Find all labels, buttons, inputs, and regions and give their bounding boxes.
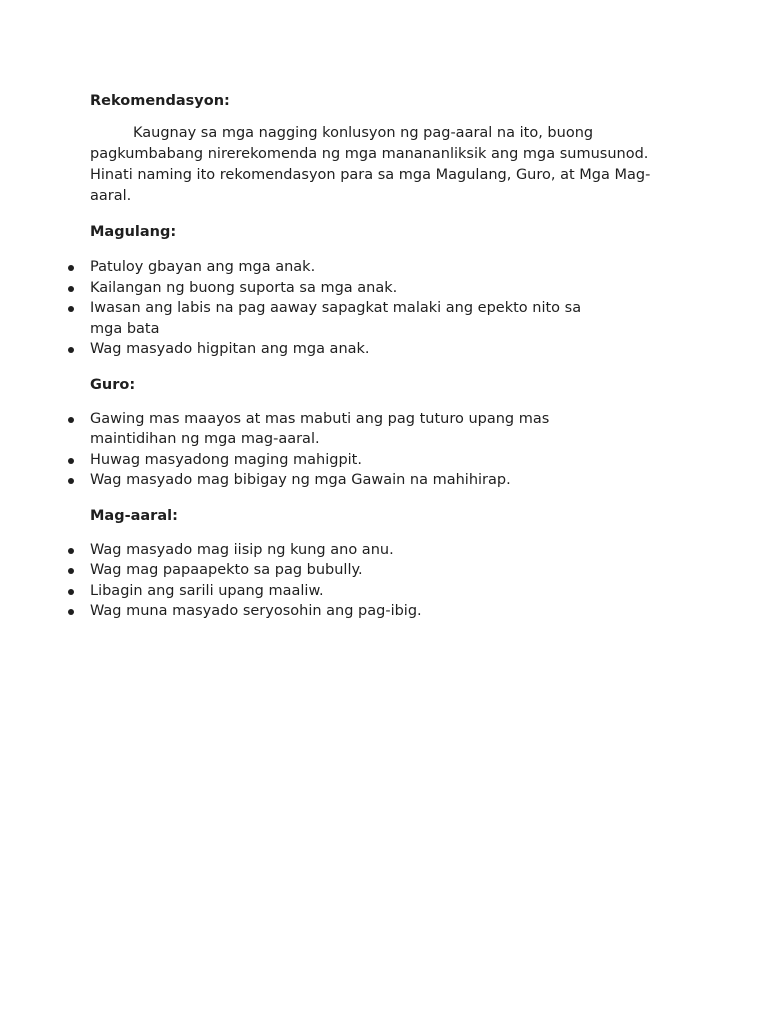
section-heading-magulang: Magulang: [90,224,177,240]
bullet-icon [68,286,74,292]
list-item: Huwag masyadong maging mahigpit. [90,450,590,471]
list-item: Wag masyado higpitan ang mga anak. [90,339,590,360]
list-item: Libagin ang sarili upang maaliw. [90,581,560,602]
bullet-icon [68,589,74,595]
document-page [90,91,680,622]
section-heading-mag-aaral: Mag-aaral: [90,507,178,524]
bullet-icon [68,478,74,484]
bullet-icon [68,548,74,554]
intro-paragraph: Kaugnay sa mga nagging konlusyon ng pag-aaral na ito, buong pagkumbabang nirerekomenda ng mga manananliksik ang mga sumusunod. Hinati naming ito rekomendasyon para sa mga Magulang, Guro, at Mga Mag-aaral. [90,125,651,204]
list-item: Iwasan ang labis na pag aaway sapagkat malaki ang epekto nito sa mga bata [90,298,590,339]
bullet-list-mag-aaral [90,540,560,622]
bullet-icon [68,347,74,353]
bullet-icon [68,306,74,312]
list-item: Kailangan ng buong suporta sa mga anak. [90,278,590,299]
list-item: Gawing mas maayos at mas mabuti ang pag tuturo upang mas maintidihan ng mga mag-aaral. [90,409,590,450]
bullet-icon [68,417,74,423]
list-item: Wag masyado mag iisip ng kung ano anu. [90,540,560,561]
document-title: Rekomendasyon: [90,93,230,109]
bullet-list-magulang [90,257,590,360]
section-heading-guro: Guro: [90,376,136,393]
list-item: Patuloy gbayan ang mga anak. [90,257,590,278]
list-item: Wag muna masyado seryosohin ang pag-ibig. [90,601,560,622]
bullet-icon [68,609,74,615]
bullet-list-guro [90,409,590,491]
bullet-icon [68,458,74,464]
list-item: Wag masyado mag bibigay ng mga Gawain na mahihirap. [90,470,590,491]
bullet-icon [68,568,74,574]
list-item: Wag mag papaapekto sa pag bubully. [90,560,560,581]
bullet-icon [68,265,74,271]
